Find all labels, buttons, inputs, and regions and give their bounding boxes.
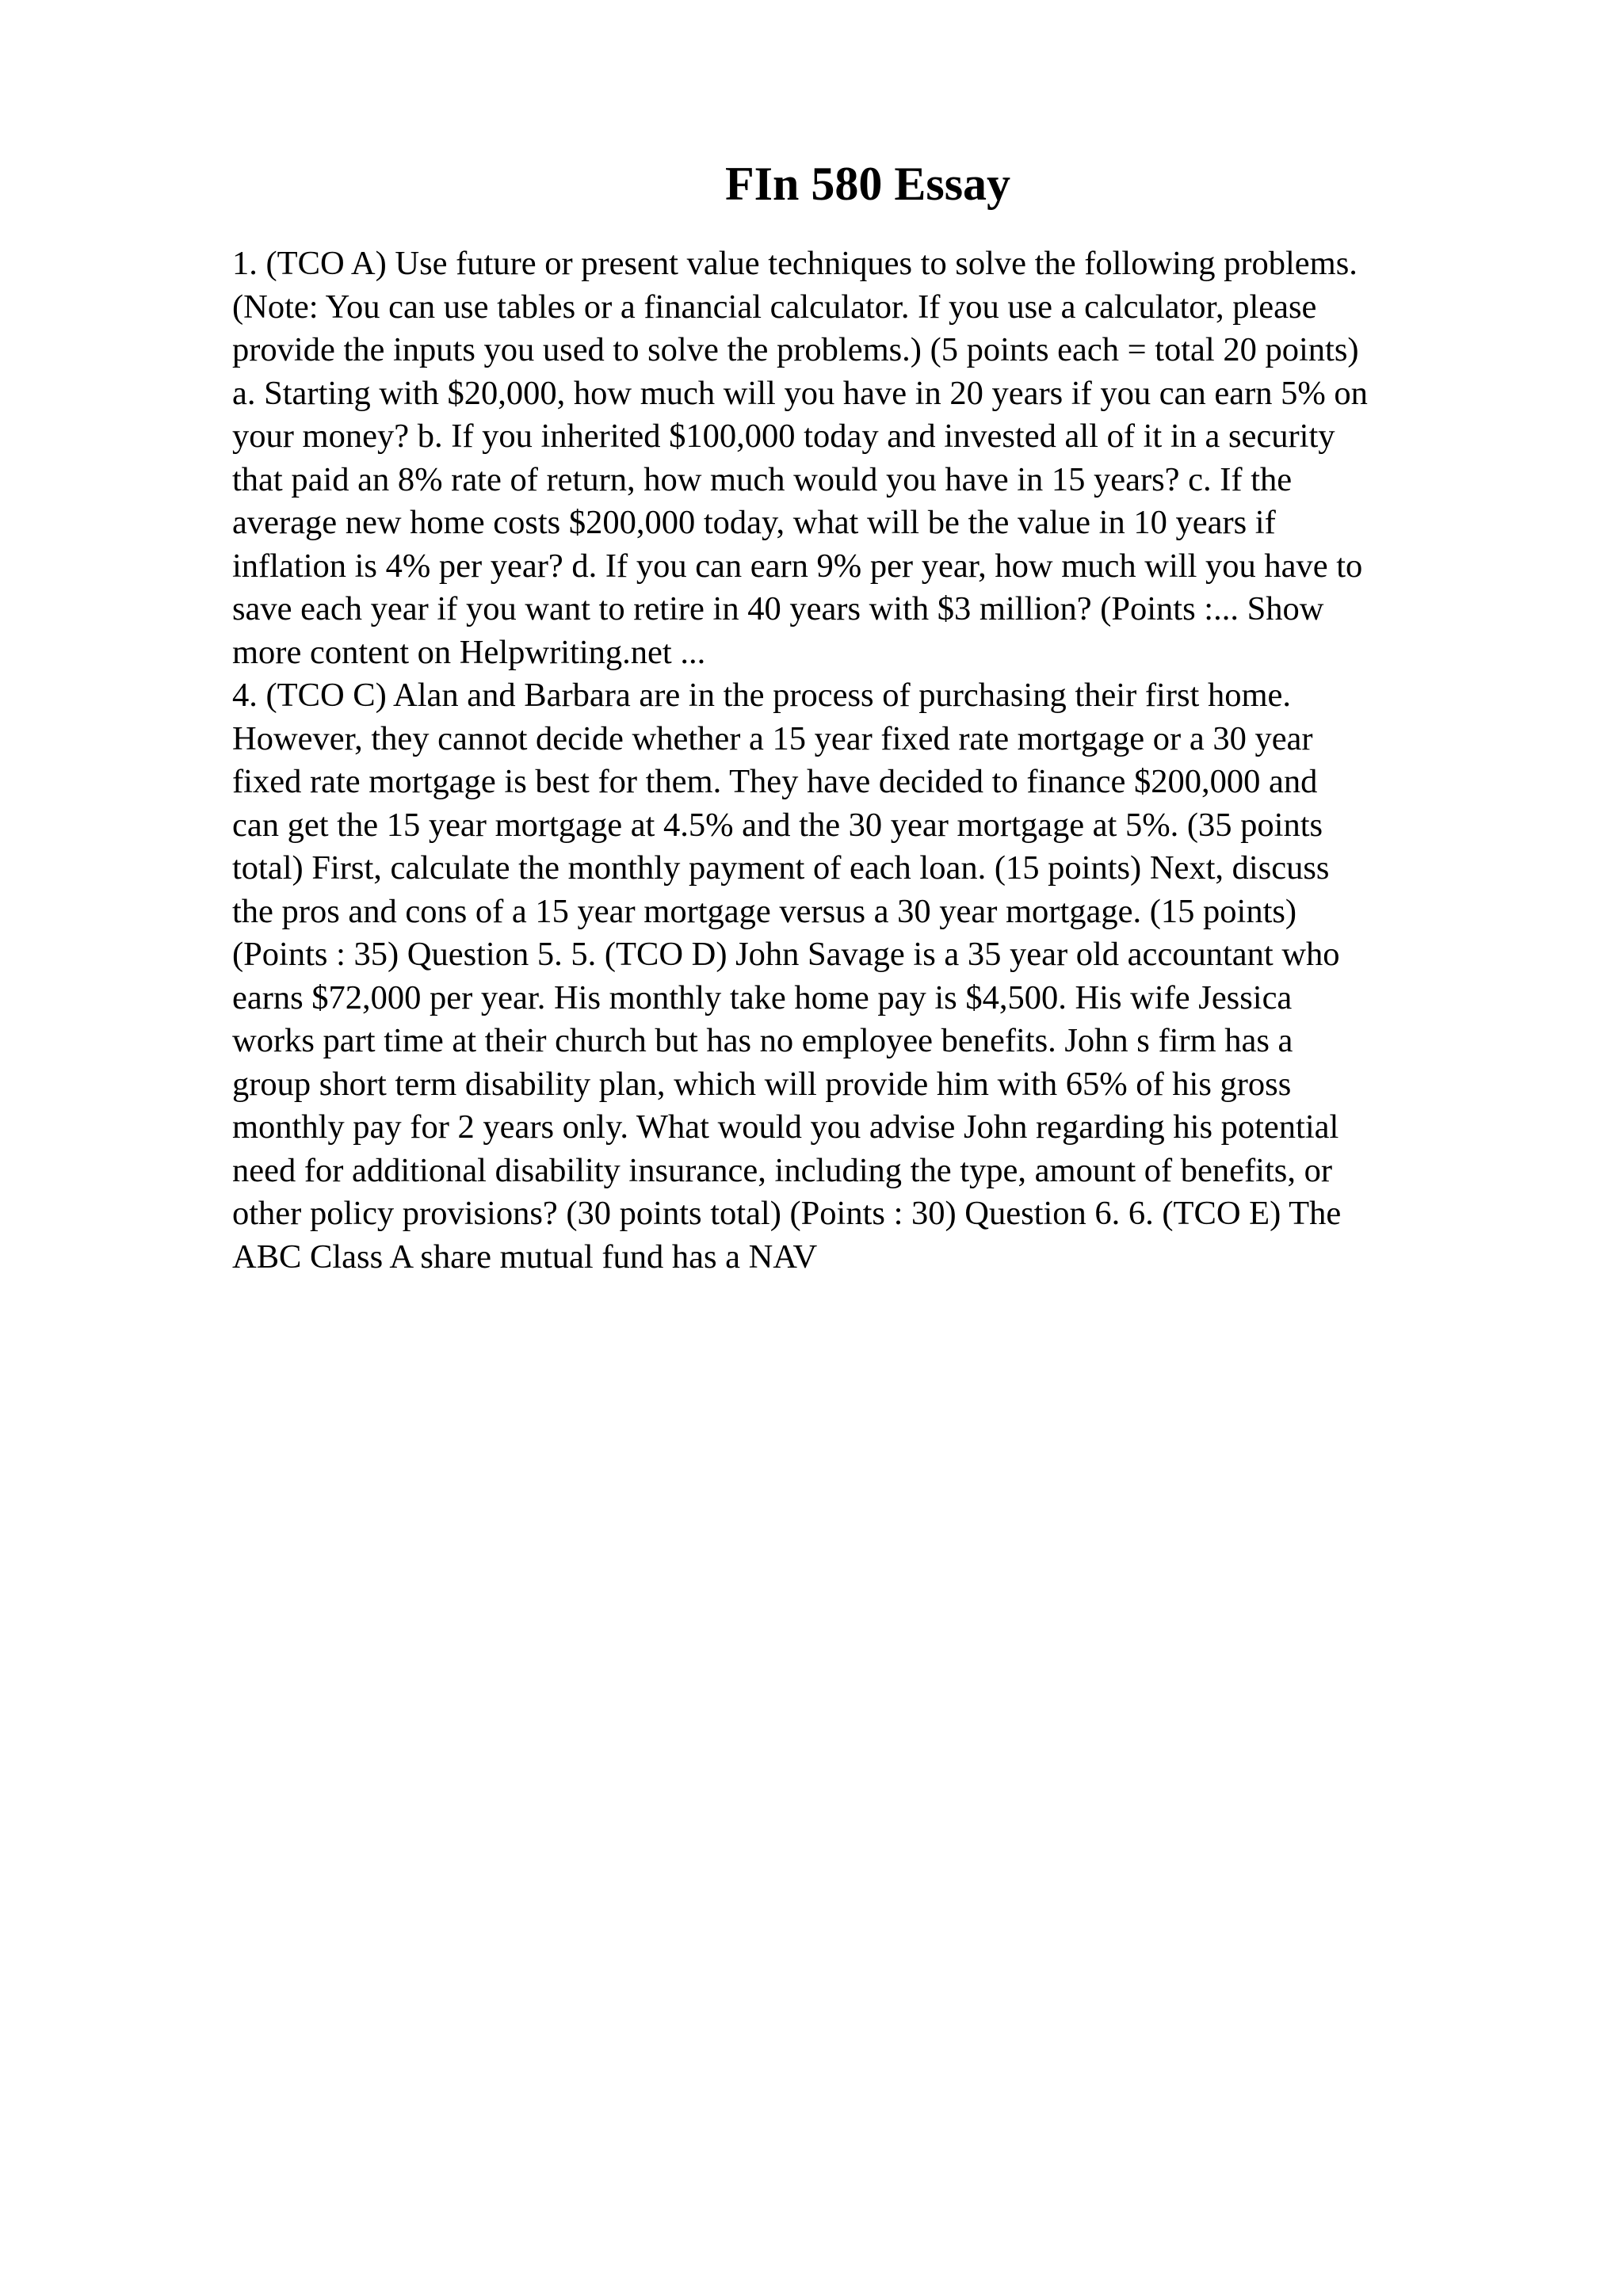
text-line: (Note: You can use tables or a financial calculator. If you use a calculator, please	[232, 288, 1317, 326]
text-line: fixed rate mortgage is best for them. They have decided to finance $200,000 and	[232, 763, 1318, 800]
document-title: FIn 580 Essay	[724, 158, 1011, 210]
text-line: that paid an 8% rate of return, how much would you have in 15 years? c. If the	[232, 460, 1293, 498]
text-line: inflation is 4% per year? d. If you can earn 9% per year, how much will you have to	[232, 547, 1363, 585]
text-line: more content on Helpwriting.net ...	[232, 633, 706, 671]
text-line: need for additional disability insurance, including the type, amount of benefits, or	[232, 1151, 1332, 1189]
text-line: 4. (TCO C) Alan and Barbara are in the process of purchasing their first home.	[232, 677, 1291, 714]
text-line: monthly pay for 2 years only. What would you advise John regarding his potential	[232, 1108, 1339, 1146]
text-line: (Points : 35) Question 5. 5. (TCO D) John Savage is a 35 year old accountant who	[232, 936, 1340, 973]
text-line: 1. (TCO A) Use future or present value techniques to solve the following problems.	[232, 245, 1358, 282]
document-body	[232, 242, 1504, 1279]
text-line: earns $72,000 per year. His monthly take home pay is $4,500. His wife Jessica	[232, 978, 1293, 1016]
text-line: total) First, calculate the monthly payment of each loan. (15 points) Next, discuss	[232, 849, 1330, 887]
text-line: provide the inputs you used to solve the problems.) (5 points each = total 20 points)	[232, 331, 1359, 368]
text-line: your money? b. If you inherited $100,000 today and invested all of it in a security	[232, 418, 1335, 455]
text-line: works part time at their church but has no employee benefits. John s firm has a	[232, 1022, 1293, 1059]
text-line: can get the 15 year mortgage at 4.5% and the 30 year mortgage at 5%. (35 points	[232, 806, 1323, 844]
text-line: However, they cannot decide whether a 15 year fixed rate mortgage or a 30 year	[232, 719, 1313, 757]
text-line: the pros and cons of a 15 year mortgage versus a 30 year mortgage. (15 points)	[232, 892, 1297, 930]
text-line: average new home costs $200,000 today, what will be the value in 10 years if	[232, 504, 1276, 541]
text-line: a. Starting with $20,000, how much will you have in 20 years if you can earn 5% on	[232, 374, 1368, 412]
text-line: other policy provisions? (30 points total) (Points : 30) Question 6. 6. (TCO E) The	[232, 1195, 1342, 1232]
text-line: save each year if you want to retire in 40 years with $3 million? (Points :... Show	[232, 590, 1324, 627]
text-line: group short term disability plan, which will provide him with 65% of his gross	[232, 1065, 1292, 1103]
text-line: ABC Class A share mutual fund has a NAV	[232, 1238, 818, 1276]
